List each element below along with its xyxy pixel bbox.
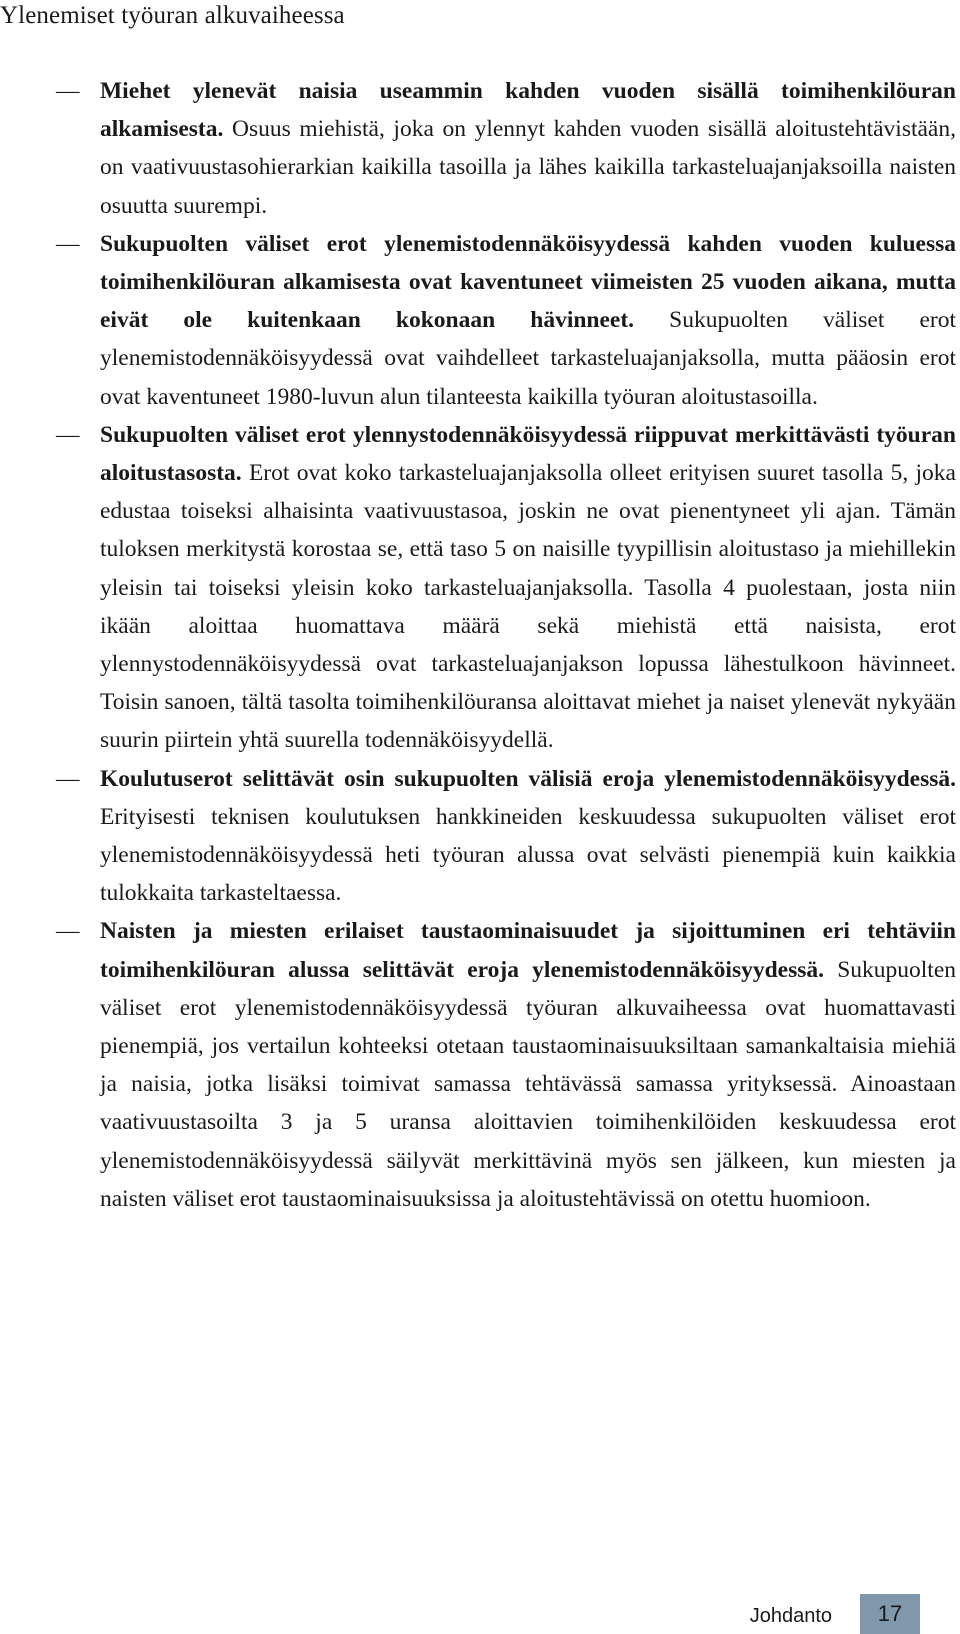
- bullet-body-text: Sukupuolten väliset erot ylenemistodennäköisyydessä työuran alkuvaiheessa ovat huomattavasti pienempiä, jos vertailun kohteeksi otetaan taustaominaisuuksiltaan samankaltaisia miehiä ja naisia, jotka lisäksi toimivat samassa tehtävässä samassa yrityksessä. Ainoastaan vaativuustasoilta 3 ja 5 uransa aloittavien toimihenkilöiden keskuudessa erot ylenemistodennäköisyydessä säilyvät merkittävinä myös sen jälkeen, kun miesten ja naisten väliset erot taustaominaisuuksissa ja aloitustehtävissä on otettu huomioon.: [100, 956, 956, 1212]
- footer-section-label: Johdanto: [749, 1605, 832, 1627]
- bullet-lead-text: Sukupuolten väliset erot ylenemistodennäköisyydessä kahden vuoden kuluessa toimihenkilöuran alkamisesta ovat kaventuneet viimeisten 25 vuoden aikana, mutta eivät ole kuitenkaan kokonaan hävinneet.: [100, 230, 956, 334]
- list-item: [0, 225, 960, 416]
- list-item: [0, 416, 960, 760]
- page-number: 17: [860, 1594, 920, 1634]
- bullet-body-text: Osuus miehistä, joka on ylennyt kahden vuoden sisällä aloitustehtävistään, on vaativuustasohierarkian kaikilla tasoilla ja lähes kaikilla tarkasteluajanjaksoilla naisten osuutta suurempi.: [100, 116, 956, 219]
- bullet-dash: —: [56, 421, 80, 448]
- bullet-dash: —: [56, 765, 80, 792]
- bullet-lead-text: Sukupuolten väliset erot ylennystodennäköisyydessä riippuvat merkittävästi työuran aloitustasosta.: [100, 421, 956, 487]
- page-title: Ylenemiset työuran alkuvaiheessa: [0, 2, 345, 29]
- bullet-lead-text: Miehet ylenevät naisia useammin kahden vuoden sisällä toimihenkilöuran alkamisesta.: [100, 78, 956, 143]
- summary-list: [0, 72, 960, 1218]
- list-item: [0, 72, 960, 225]
- bullet-dash: —: [56, 230, 80, 257]
- list-item: [0, 760, 960, 913]
- bullet-lead-text: Naisten ja miesten erilaiset taustaominaisuudet ja sijoittuminen eri tehtäviin toimihenkilöuran alussa selittävät eroja ylenemistodennäköisyydessä.: [100, 918, 956, 983]
- bullet-dash: —: [56, 918, 80, 945]
- bullet-body-text: Erot ovat koko tarkasteluajanjaksolla olleet erityisen suuret tasolla 5, joka edustaa toiseksi alhaisinta vaativuustasoa, joskin ne ovat pienentyneet yli ajan. Tämän tuloksen merkitystä korostaa se, että taso 5 on naisille tyypillisin aloitustaso ja miehillekin yleisin tai toiseksi yleisin koko tarkasteluajanjaksolla. Tasolla 4 puolestaan, josta niin ikään aloittaa huomattava määrä sekä miehistä että naisista, erot ylennystodennäköisyydessä ovat tarkasteluajanjakson lopussa lähestulkoon hävinneet. Toisin sanoen, tältä tasolta toimihenkilöuransa aloittavat miehet ja naiset ylenevät nykyään suurin piirtein yhtä suurella todennäköisyydellä.: [100, 460, 956, 754]
- list-item: [0, 912, 960, 1218]
- bullet-body-text: Erityisesti teknisen koulutuksen hankkineiden keskuudessa sukupuolten väliset erot ylenemistodennäköisyydessä heti työuran alussa ovat selvästi pienempiä kuin kaikkia tulokkaita tarkasteltaessa.: [100, 803, 956, 907]
- bullet-body-text: Sukupuolten väliset erot ylenemistodennäköisyydessä ovat vaihdelleet tarkasteluajanjaksolla, mutta pääosin erot ovat kaventuneet 1980-luvun alun tilanteesta kaikilla työuran aloitustasoilla.: [100, 307, 956, 410]
- bullet-lead-text: Koulutuserot selittävät osin sukupuolten välisiä eroja ylenemistodennäköisyydessä.: [100, 765, 956, 792]
- bullet-dash: —: [56, 78, 80, 104]
